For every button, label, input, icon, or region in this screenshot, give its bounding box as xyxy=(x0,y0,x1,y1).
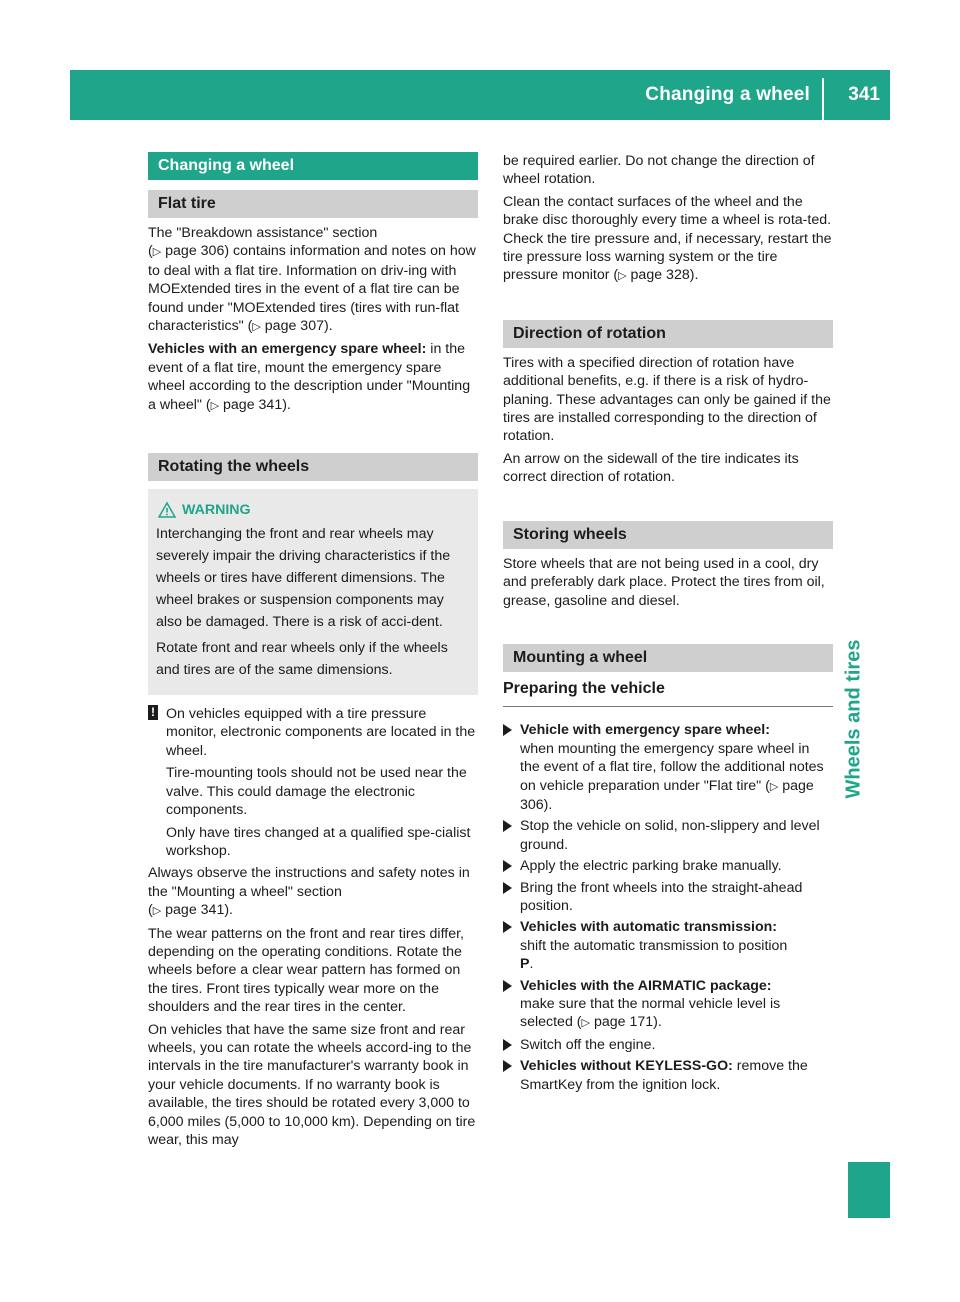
flat-tire-paragraph-2: Vehicles with an emergency spare wheel: in the event of a flat tire, mount the emergency spare wheel according to the description under "Mounting a wheel" (▷ page 341). xyxy=(148,341,471,413)
warning-text-1: Interchanging the front and rear wheels may severely impair the driving characteristics if the wheels or tires have different dimensions. The wheel brakes or suspension components may also be damaged. There is a risk of acci-dent. xyxy=(156,526,451,631)
rotating-paragraph-3: On vehicles that have the same size front and rear wheels, you can rotate the wheels accord-ing to the intervals in the tire manufacturer's warranty book in your vehicle documents. If no warranty book is available, the tires should be rotated every 3,000 to 6,000 miles (5,000 to 10,000 km). Depending on tire wear, this may xyxy=(148,1021,476,1148)
step-item: Stop the vehicle on solid, non-slippery and level ground. xyxy=(503,817,833,854)
page-ref-arrow-icon: ▷ xyxy=(581,1017,590,1030)
heading-mounting-wheel: Mounting a wheel xyxy=(503,644,833,672)
notice-block xyxy=(148,705,478,860)
warning-triangle-icon xyxy=(158,501,176,519)
warning-text-2: Rotate front and rear wheels only if the wheels and tires are of the same dimensions. xyxy=(156,640,448,679)
step-arrow-icon xyxy=(503,860,512,872)
direction-paragraph-2: An arrow on the sidewall of the tire indicates its correct direction of rotation. xyxy=(503,450,799,486)
exclamation-icon: ! xyxy=(148,705,158,720)
step-item: Vehicles without KEYLESS-GO: remove the SmartKey from the ignition lock. xyxy=(503,1057,833,1094)
notice-text-1: On vehicles equipped with a tire pressure monitor, electronic components are located in the wheel. xyxy=(166,706,476,759)
direction-paragraph-1: Tires with a specified direction of rotation have additional benefits, e.g. if there is a risk of hydro-planing. These advantages can only be gained if the tires are installed corresponding to the direction of rotation. xyxy=(503,354,831,445)
page-ref-link[interactable]: page 307). xyxy=(264,318,333,335)
page-ref-link[interactable]: page 171). xyxy=(593,1014,662,1031)
step-item: Vehicle with emergency spare wheel: when mounting the emergency spare wheel in the event of a flat tire, follow the additional notes on vehicle preparation under "Flat tire" (▷ page 306). xyxy=(503,721,833,814)
heading-direction-of-rotation: Direction of rotation xyxy=(503,320,833,348)
side-tab xyxy=(834,624,874,814)
step-arrow-icon xyxy=(503,820,512,832)
step-arrow-icon xyxy=(503,1060,512,1072)
side-tab-marker xyxy=(848,1162,890,1218)
heading-rotating-wheels: Rotating the wheels xyxy=(148,453,478,481)
rotating-paragraph-2: The wear patterns on the front and rear tires differ, depending on the operating conditions. Rotate the wheels before a clear wear pattern has formed on the tires. Front tires typically wear more on the shoulders and the rear tires in the center. xyxy=(148,925,464,1016)
step-arrow-icon xyxy=(503,1039,512,1051)
warning-label: WARNING xyxy=(182,502,251,519)
warning-header xyxy=(156,499,470,521)
page-ref-arrow-icon: ▷ xyxy=(152,905,162,918)
page-ref-link[interactable]: page 341). xyxy=(223,396,291,413)
flat-tire-paragraph-1: The "Breakdown assistance" section (▷ page 306) contains information and notes on how to deal with a flat tire. Information on driv-ing with MOExtended tires in the event of a flat tire can be found under "MOExtended tires (tires with run-flat characteristics" (▷ page 307). xyxy=(148,225,476,335)
page-ref-arrow-icon: ▷ xyxy=(210,399,220,412)
right-column xyxy=(503,152,833,1097)
step-item: Vehicles with the AIRMATIC package: make sure that the normal vehicle level is selected (▷ page 171). xyxy=(503,977,833,1033)
page-ref-link[interactable]: page 306). xyxy=(520,777,814,813)
page-ref-arrow-icon: ▷ xyxy=(618,270,627,283)
page-ref-arrow-icon: ▷ xyxy=(152,246,162,259)
step-item: Vehicles with automatic transmission: shift the automatic transmission to position P. xyxy=(503,918,833,973)
header-title: Changing a wheel xyxy=(645,84,810,105)
rotating-paragraph-1: Always observe the instructions and safety notes in the "Mounting a wheel" section (▷ page 341). xyxy=(148,865,470,919)
page-ref-arrow-icon: ▷ xyxy=(252,321,261,334)
step-arrow-icon xyxy=(503,980,512,992)
notice-text-2: Tire-mounting tools should not be used near the valve. This could damage the electronic components. xyxy=(166,765,467,819)
heading-storing-wheels: Storing wheels xyxy=(503,521,833,549)
warning-box xyxy=(148,489,478,695)
header-bar xyxy=(70,70,890,120)
step-arrow-icon xyxy=(503,921,512,933)
continued-paragraph-2: Clean the contact surfaces of the wheel and the brake disc thoroughly every time a wheel is rota-ted. Check the tire pressure and, if necessary, restart the tire pressure loss warning system or the tire pressure monitor (▷ page 328). xyxy=(503,193,832,284)
step-arrow-icon xyxy=(503,724,512,736)
side-tab-label: Wheels and tires xyxy=(842,639,865,799)
page-ref-link[interactable]: (▷ xyxy=(148,243,162,260)
subheading-preparing-vehicle: Preparing the vehicle xyxy=(503,680,833,707)
heading-flat-tire: Flat tire xyxy=(148,190,478,218)
storing-paragraph: Store wheels that are not being used in a cool, dry and preferably dark place. Protect the tires from oil, grease, gasoline and diesel. xyxy=(503,555,825,609)
page-number: 341 xyxy=(848,84,880,105)
continued-paragraph-1: be required earlier. Do not change the direction of wheel rotation. xyxy=(503,153,815,188)
step-item: Apply the electric parking brake manually. xyxy=(503,857,833,875)
section-title: Changing a wheel xyxy=(148,152,478,180)
step-arrow-icon xyxy=(503,882,512,894)
page-ref-arrow-icon: ▷ xyxy=(769,780,779,793)
notice-text-3: Only have tires changed at a qualified spe-cialist workshop. xyxy=(166,824,471,859)
page-ref-link[interactable]: (▷ page 341). xyxy=(148,902,233,919)
left-column xyxy=(148,152,478,1153)
step-item: Bring the front wheels into the straight-ahead position. xyxy=(503,879,833,916)
step-item: Switch off the engine. xyxy=(503,1036,833,1054)
page-ref-link[interactable]: page 328). xyxy=(630,267,699,284)
header-divider xyxy=(822,78,824,120)
